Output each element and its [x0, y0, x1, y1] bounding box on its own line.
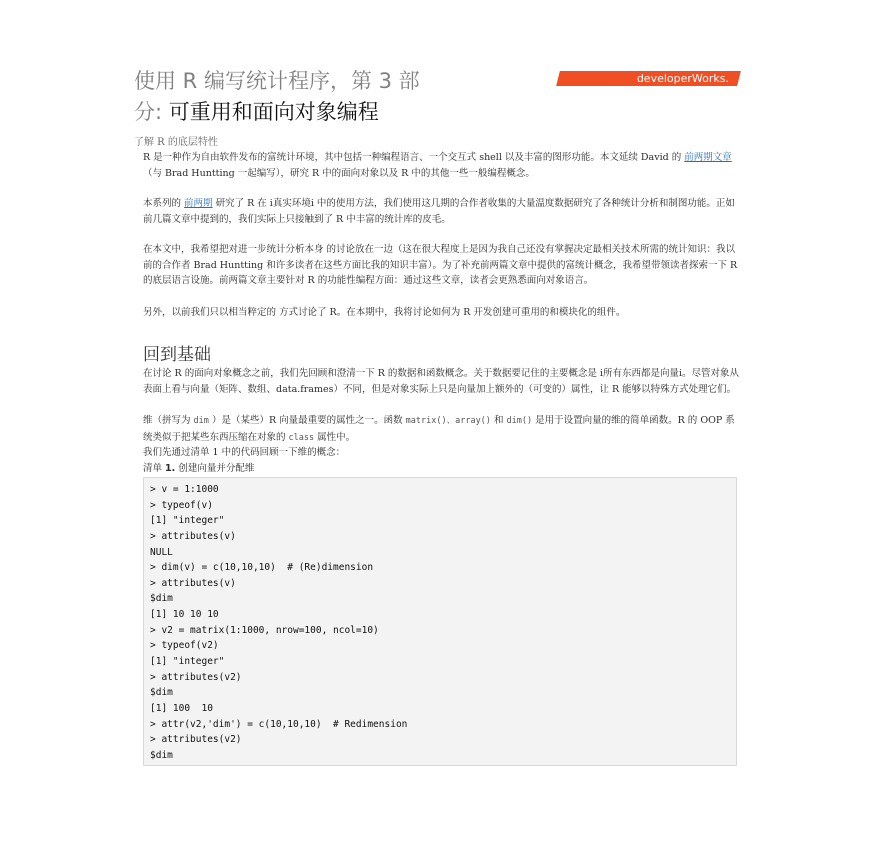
listing-caption	[143, 460, 254, 474]
article-title	[134, 66, 534, 128]
listing-number: 1.	[165, 463, 176, 474]
code-line: > attributes(v2)	[150, 671, 242, 683]
class-code: class	[288, 432, 315, 443]
previous-two-link[interactable]: 前两期	[184, 198, 213, 209]
code-listing	[143, 477, 737, 766]
code-line: $dim	[150, 749, 173, 761]
intro-p1-text-b: （与 Brad Huntting 一起编写），研究 R 中的面向对象以及 R 中的其他一些一般编程概念。	[143, 167, 535, 179]
brand-label: developerWorks.	[636, 72, 729, 85]
section-p2-text-d: 是用于设置向量的维的简单函数。R 的 OOP 系统类似于把某些东西压缩在对象的	[143, 415, 735, 443]
section-heading: 回到基础	[143, 345, 211, 365]
code-line: [1] "integer"	[150, 515, 225, 527]
intro-p2-text-a: 本系列的	[143, 198, 182, 209]
section-p2-text-a: 维（拼写为	[143, 415, 191, 426]
intro-paragraph-4: 另外，以前我们只以相当粹定的 方式讨论了 R。在本期中，我将讨论如何为 R 开发创建可重用的和模块化的组件。	[143, 307, 626, 318]
code-line: > typeof(v)	[150, 499, 213, 511]
code-line: > attributes(v)	[150, 577, 236, 589]
title-line-2-rest: 可重用和面向对象编程	[168, 100, 379, 124]
code-line: $dim	[150, 593, 173, 605]
section-paragraph-1: 在讨论 R 的面向对象概念之前，我们先回顾和澄清一下 R 的数据和函数概念。关于数据要记住的主要概念是 i所有东西都是向量i。尽管对象从表面上看与向量（矩阵、数组、data.frames）不同，但是对象实际上只是向量加上额外的（可变的）属性，让 R 能够以特殊方式处理它们。	[143, 368, 739, 395]
code-line: > typeof(v2)	[150, 640, 219, 652]
developerworks-logo[interactable]	[556, 71, 741, 86]
matrix-array-code: matrix()、array()	[405, 416, 491, 426]
article-subtitle: 了解 R 的底层特性	[134, 137, 218, 148]
code-line: > attr(v2,'dim') = c(10,10,10) # Redimension	[150, 718, 408, 730]
intro-p1-text-a: R 是一种作为自由软件发布的富统计环境，其中包括一种编程语言、一个交互式 shell 以及丰富的图形功能。本文延续 David 的	[143, 152, 682, 163]
title-line-1: 使用 R 编写统计程序，第 3 部	[134, 69, 420, 93]
code-line: > attributes(v2)	[150, 734, 242, 746]
section-paragraph-3: 我们先通过清单 1 中的代码回顾一下维的概念：	[143, 447, 346, 458]
title-line-2-prefix: 分:	[134, 100, 163, 124]
section-p2-text-e: 属性中。	[317, 431, 356, 443]
title-line-2	[134, 97, 534, 128]
listing-label: 清单	[143, 463, 163, 474]
section-p2-text-c: 和	[493, 415, 504, 426]
previous-articles-link[interactable]: 前两期文章	[684, 152, 732, 163]
code-line: [1] 100 10	[150, 702, 213, 714]
intro-paragraph-1	[143, 150, 739, 181]
listing-title: 创建向量并分配维	[178, 463, 255, 474]
dim-code: dim	[193, 416, 209, 426]
code-line: [1] "integer"	[150, 656, 225, 668]
intro-p2-text-b: 研究了 R 在 i真实环境i 中的使用方法，我们使用这几期的合作者收集的大量温度数据研究了各种统计分析和制图功能。正如前几篇文章中提到的，我们实际上只接触到了 R 中丰富的统计库的皮毛。	[143, 198, 735, 225]
code-line: NULL	[150, 546, 173, 558]
dim-function-code: dim()	[506, 416, 533, 426]
code-line: > dim(v) = c(10,10,10) # (Re)dimension	[150, 562, 374, 574]
section-p2-text-b: ）是（某些）R 向量最重要的属性之一。函数	[211, 415, 403, 426]
code-line: $dim	[150, 687, 173, 699]
code-line: [1] 10 10 10	[150, 609, 219, 621]
intro-paragraph-3: 在本文中，我希望把对进一步统计分析本身 的讨论放在一边（这在很大程度上是因为我自己还没有掌握决定最相关技术所需的统计知识：我以前的合作者 Brad Huntting 和许多读者在这些方面比我的知识丰富）。为了补充前两篇文章中提供的富统计概念，我希望带领读者探索一下 R 的底层语言设施。前两篇文章主要针对 R 的功能性编程方面：通过这些文章，读者会更熟悉面向对象语言。	[143, 244, 738, 286]
section-paragraph-2	[143, 413, 739, 446]
intro-paragraph-2	[143, 196, 739, 227]
code-line: > v2 = matrix(1:1000, nrow=100, ncol=10)	[150, 624, 379, 636]
code-line: > v = 1:1000	[150, 484, 219, 495]
code-line: > attributes(v)	[150, 530, 236, 542]
